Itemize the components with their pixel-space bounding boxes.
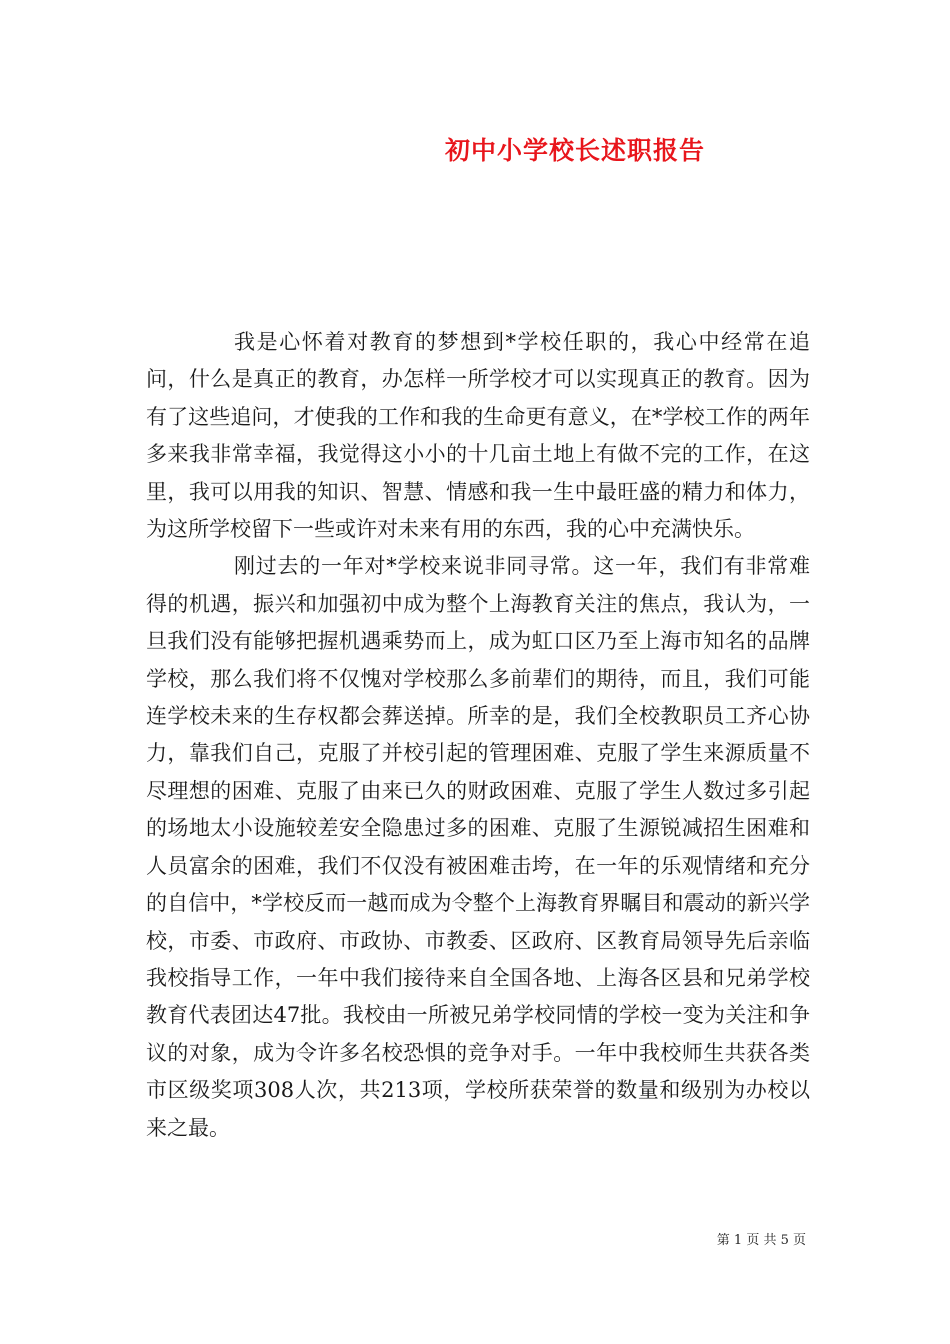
document-title: 初中小学校长述职报告 xyxy=(444,136,705,165)
paragraph-1: 我是心怀着对教育的梦想到*学校任职的，我心中经常在追问，什么是真正的教育，办怎样一所学校才可以实现真正的教育。因为有了这些追问，才使我的工作和我的生命更有意义，在*学校工作的两年多来我非常幸福，我觉得这小小的十几亩土地上有做不完的工作，在这里，我可以用我的知识、智慧、情感和我一生中最旺盛的精力和体力，为这所学校留下一些或许对未来有用的东西，我的心中充满快乐。 xyxy=(146,330,810,542)
document-body xyxy=(146,324,810,1147)
page-number: 第 1 页 共 5 页 xyxy=(716,1233,806,1248)
paragraph-2: 刚过去的一年对*学校来说非同寻常。这一年，我们有非常难得的机遇，振兴和加强初中成为整个上海教育关注的焦点，我认为，一旦我们没有能够把握机遇乘势而上，成为虹口区乃至上海市知名的品牌学校，那么我们将不仅愧对学校那么多前辈们的期待，而且，我们可能连学校未来的生存权都会葬送掉。所幸的是，我们全校教职员工齐心协力，靠我们自己，克服了并校引起的管理困难、克服了学生来源质量不尽理想的困难、克服了由来已久的财政困难、克服了学生人数过多引起的场地太小设施较差安全隐患过多的困难、克服了生源锐减招生困难和人员富余的困难，我们不仅没有被困难击垮，在一年的乐观情绪和充分的自信中，*学校反而一越而成为令整个上海教育界瞩目和震动的新兴学校，市委、市政府、市政协、市教委、区政府、区教育局领导先后亲临我校指导工作，一年中我们接待来自全国各地、上海各区县和兄弟学校教育代表团达47批。我校由一所被兄弟学校同情的学校一变为关注和争议的对象，成为令许多名校恐惧的竞争对手。一年中我校师生共获各类市区级奖项308人次，共213项，学校所获荣誉的数量和级别为办校以来之最。 xyxy=(146,554,810,1140)
